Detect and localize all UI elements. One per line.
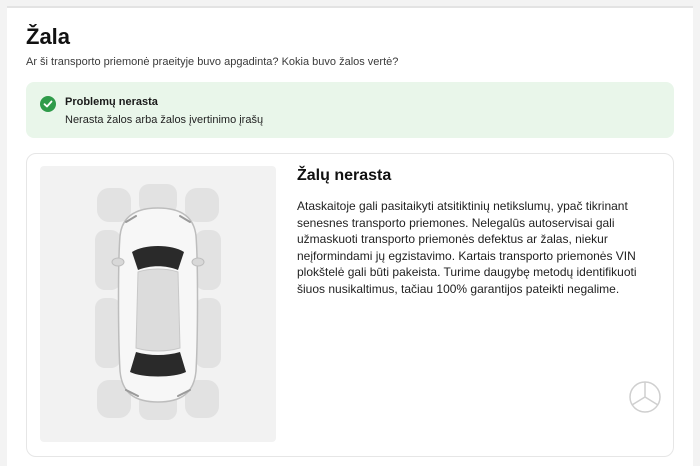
check-circle-icon [40, 96, 56, 112]
section-body: Ataskaitoje gali pasitaikyti atsitiktinių netikslumų, ypač tikrinant senesnes transporto priemones. Nelegalūs autoservisai gali užmaskuoti transporto priemonės defektus ar žalas, niekur neįformindami jų egzistavimo. Kartais transporto priemonės VIN plokštelė gali būti pakeista. Turime daugybę metodų identifikuoti šiuos nusikaltimus, tačiau 100% garantijos pateikti negalime. [297, 199, 637, 296]
car-top-view-icon [40, 166, 276, 442]
alert-text: Nerasta žalos arba žalos įvertinimo įrašų [65, 114, 264, 126]
damage-panel [26, 153, 674, 457]
brand-watermark-icon [627, 379, 663, 420]
section-title: Žalų nerasta [297, 167, 392, 184]
car-diagram [40, 166, 276, 442]
alert-title: Problemų nerasta [65, 96, 158, 108]
no-problems-alert [26, 82, 674, 138]
damage-card [7, 6, 693, 466]
page-title: Žala [26, 24, 71, 49]
page-subtitle: Ar ši transporto priemonė praeityje buvo apgadinta? Kokia buvo žalos vertė? [26, 56, 399, 68]
